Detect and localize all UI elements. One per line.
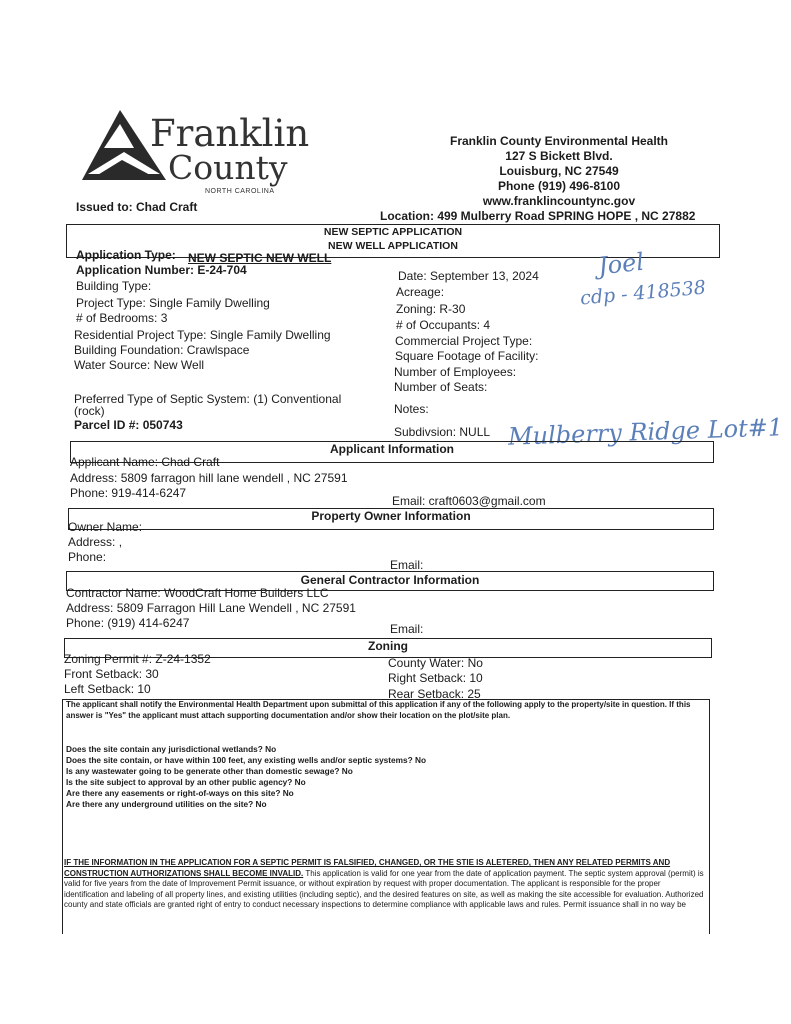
office-block <box>428 134 690 209</box>
occupants: # of Occupants: 4 <box>396 318 491 332</box>
applicant-header: Applicant Information <box>330 442 454 456</box>
disclaimer-body: This application is valid for one year from the date of application payment. The septic system approval (permit) is valid for five years from the date of Improvement Permit issuance, or without expiration by request with proper documentation. The applicant is responsible for the proper identification and labeling of all property lines, and existing utilities (including septic), and the desired features on site, as well as making the site accessible for evaluation. Authorized county and state officials are granted right of entry to conduct necessary inspections to determine compliance with applicable laws and rules. Permit issuance shall in no way be <box>64 868 704 909</box>
handwritten-subdivision: Mulberry Ridge Lot#1 <box>507 413 784 451</box>
owner-email: Email: <box>390 558 424 572</box>
bedrooms: # of Bedrooms: 3 <box>76 311 168 325</box>
question-wetlands: Does the site contain any jurisdictional wetlands? No <box>66 744 277 754</box>
applicant-address: Address: 5809 farragon hill lane wendell , NC 27591 <box>70 471 348 485</box>
owner-name: Owner Name: <box>68 520 143 534</box>
left-setback: Left Setback: 10 <box>64 682 151 696</box>
project-type: Project Type: Single Family Dwelling <box>76 296 270 310</box>
right-setback: Right Setback: 10 <box>388 671 483 685</box>
commercial-project-type: Commercial Project Type: <box>395 334 533 348</box>
contractor-phone: Phone: (919) 414-6247 <box>66 616 190 630</box>
rear-setback: Rear Setback: 25 <box>388 687 481 701</box>
owner-phone: Phone: <box>68 550 107 564</box>
application-number: Application Number: E-24-704 <box>76 263 247 277</box>
office-website: www.franklincountync.gov <box>482 194 636 208</box>
question-easements: Are there any easements or right-of-ways on this site? No <box>66 788 294 798</box>
application-type-label: Application Type: <box>76 248 176 262</box>
square-footage: Square Footage of Facility: <box>395 349 539 363</box>
county-water: County Water: No <box>388 656 483 670</box>
disclaimer-caps: IF THE INFORMATION IN THE APPLICATION FOR A SEPTIC PERMIT IS FALSIFIED, CHANGED, OR THE STIE IS ALETERED, THEN ANY RELATED PERMITS AND CONSTRUCTION AUTHORIZATIONS SHALL BECOME INVALID. <box>64 858 671 878</box>
disclaimer-text <box>64 858 704 911</box>
water-source: Water Source: New Well <box>74 358 205 372</box>
septic-system-cont: (rock) <box>74 404 105 418</box>
office-name: Franklin County Environmental Health <box>449 134 669 148</box>
seats: Number of Seats: <box>394 380 488 394</box>
applicant-email: Email: craft0603@gmail.com <box>392 494 546 508</box>
building-foundation: Building Foundation: Crawlspace <box>74 343 250 357</box>
contractor-address: Address: 5809 Farragon Hill Lane Wendell , NC 27591 <box>66 601 356 615</box>
office-street: 127 S Bickett Blvd. <box>505 149 613 163</box>
front-setback: Front Setback: 30 <box>64 667 159 681</box>
zoning-permit: Zoning Permit #: Z-24-1352 <box>64 652 211 666</box>
zoning-district: Zoning: R-30 <box>396 302 466 316</box>
banner-line-1: NEW SEPTIC APPLICATION <box>323 226 463 238</box>
banner-line-2: NEW WELL APPLICATION <box>328 240 458 252</box>
issued-to: Issued to: Chad Craft <box>76 200 198 214</box>
owner-address: Address: , <box>68 535 123 549</box>
question-utilities: Are there any underground utilities on the site? No <box>66 799 267 809</box>
acreage: Acreage: <box>396 285 445 299</box>
logo-line-1: Franklin <box>150 112 310 155</box>
contractor-email: Email: <box>390 622 424 636</box>
office-phone: Phone (919) 496-8100 <box>497 179 621 193</box>
application-type-value: NEW SEPTIC NEW WELL <box>188 251 332 265</box>
zoning-header: Zoning <box>368 639 408 653</box>
notice-text: The applicant shall notify the Environmental Health Department upon submittal of this application if any of the following apply to the property/site in question. If this answer is "Yes" the applicant must attach supporting documentation and/or show their location on the plot/site plan. <box>66 700 691 720</box>
contractor-header: General Contractor Information <box>300 573 480 587</box>
handwritten-cdp: cdp - 418538 <box>579 276 707 310</box>
subdivision: Subdivsion: NULL <box>394 425 491 439</box>
building-type: Building Type: <box>76 279 152 293</box>
applicant-phone: Phone: 919-414-6247 <box>70 486 187 500</box>
logo-state: NORTH CAROLINA <box>205 188 275 195</box>
contractor-name: Contractor Name: WoodCraft Home Builders LLC <box>66 586 329 600</box>
question-wells-septic: Does the site contain, or have within 100 feet, any existing wells and/or septic systems? No <box>66 755 427 765</box>
applicant-name: Applicant Name: Chad Craft <box>70 455 220 469</box>
employees: Number of Employees: <box>394 365 517 379</box>
logo-line-2: County <box>168 148 288 187</box>
septic-system: Preferred Type of Septic System: (1) Conventional <box>74 392 342 406</box>
office-city: Louisburg, NC 27549 <box>499 164 619 178</box>
question-other-agency: Is the site subject to approval by an other public agency? No <box>66 777 306 787</box>
handwritten-initials: Joel <box>596 247 646 281</box>
question-wastewater: Is any wastewater going to be generate other than domestic sewage? No <box>66 766 353 776</box>
residential-project-type: Residential Project Type: Single Family Dwelling <box>74 328 331 342</box>
location: Location: 499 Mulberry Road SPRING HOPE , NC 27882 <box>380 209 696 223</box>
owner-header: Property Owner Information <box>311 509 471 523</box>
application-date: Date: September 13, 2024 <box>398 269 539 283</box>
parcel-id: Parcel ID #: 050743 <box>74 418 183 432</box>
notes: Notes: <box>394 402 429 416</box>
